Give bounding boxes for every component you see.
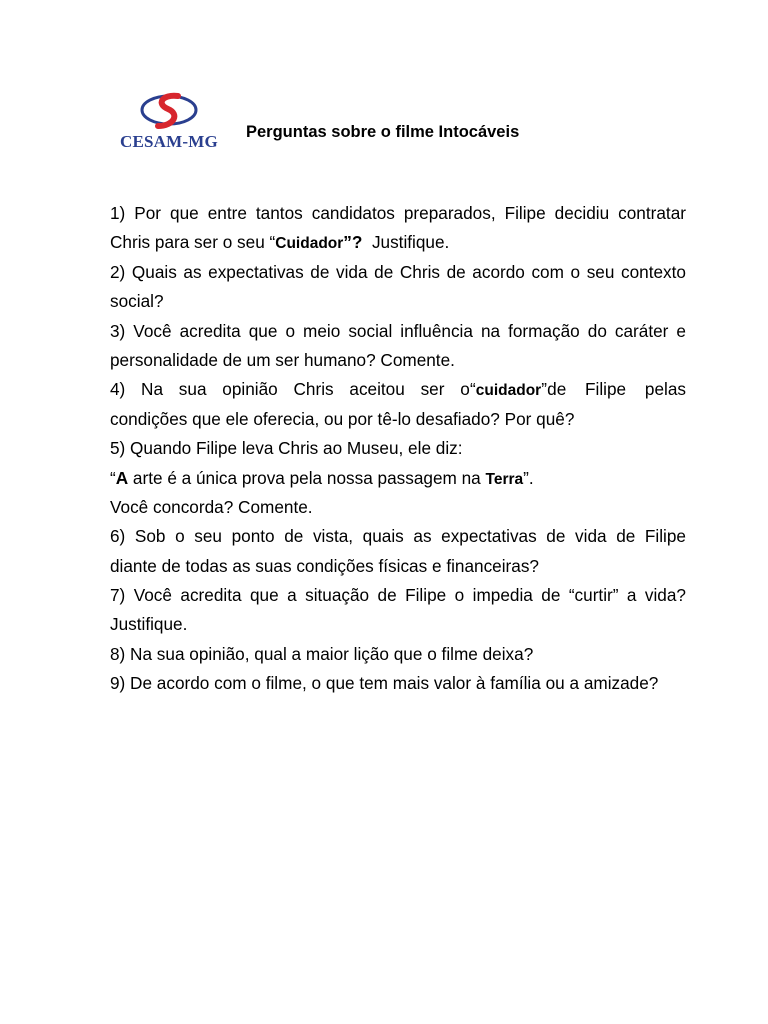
question-2-line-1: 2) Quais as expectativas de vida de Chris de acordo com o seu contexto: [110, 261, 686, 282]
question-7-line-2: Justifique.: [110, 614, 188, 635]
question-3-line-2: personalidade de um ser humano? Comente.: [110, 349, 455, 370]
question-1-bold-word: Cuidador: [275, 235, 344, 253]
question-5-line-1: 5) Quando Filipe leva Chris ao Museu, ele diz:: [110, 438, 463, 459]
question-2-line-2: social?: [110, 291, 164, 312]
question-list: [110, 199, 686, 699]
question-1-line-1: 1) Por que entre tantos candidatos preparados, Filipe decidiu contratar: [110, 203, 686, 223]
question-1-open-quote: “: [269, 232, 276, 253]
question-8-line-1: 8) Na sua opinião, qual a maior lição que o filme deixa?: [110, 643, 534, 664]
question-3-line-1: 3) Você acredita que o meio social influência na formação do caráter e: [110, 320, 686, 341]
cesam-logo-icon: [138, 92, 200, 132]
question-6-line-2: diante de todas as suas condições físicas e financeiras?: [110, 555, 539, 576]
question-4-line-2: condições que ele oferecia, ou por tê-lo desafiado? Por quê?: [110, 408, 575, 429]
question-1-line-2: [110, 228, 686, 257]
question-4-quoted-word: [470, 375, 547, 404]
question-1-justifique: Justifique.: [362, 232, 450, 253]
quote-close: ”.: [523, 467, 534, 488]
question-4-close-quote: ”: [541, 379, 547, 400]
quote-text: arte é a única prova pela nossa passagem na: [128, 467, 486, 488]
question-5-quote: [110, 464, 686, 493]
logo-text: CESAM-MG: [120, 132, 218, 151]
page-title: Perguntas sobre o filme Intocáveis: [246, 123, 520, 141]
quote-bold-terra: Terra: [485, 470, 524, 488]
question-4-bold-word: cuidador: [475, 382, 542, 400]
quote-open: “: [110, 467, 116, 488]
question-4-line-1: [110, 375, 686, 404]
question-1-close-quote: ”?: [343, 232, 363, 253]
question-7-line-1: 7) Você acredita que a situação de Filipe o impedia de “curtir” a vida?: [110, 585, 686, 606]
quote-bold-a: A: [115, 467, 129, 488]
question-6-line-1: 6) Sob o seu ponto de vista, quais as expectativas de vida de Filipe: [110, 526, 686, 547]
question-9-line-1: 9) De acordo com o filme, o que tem mais valor à família ou a amizade?: [110, 673, 659, 694]
question-4-text-start: 4) Na sua opinião Chris aceitou ser o: [110, 379, 470, 400]
question-4-text-end: de Filipe pelas: [547, 379, 686, 400]
question-4-open-quote: “: [470, 379, 476, 400]
question-5-line-3: Você concorda? Comente.: [110, 496, 313, 517]
question-1-text: Chris para ser o seu: [110, 232, 270, 253]
cesam-logo: [120, 92, 220, 156]
